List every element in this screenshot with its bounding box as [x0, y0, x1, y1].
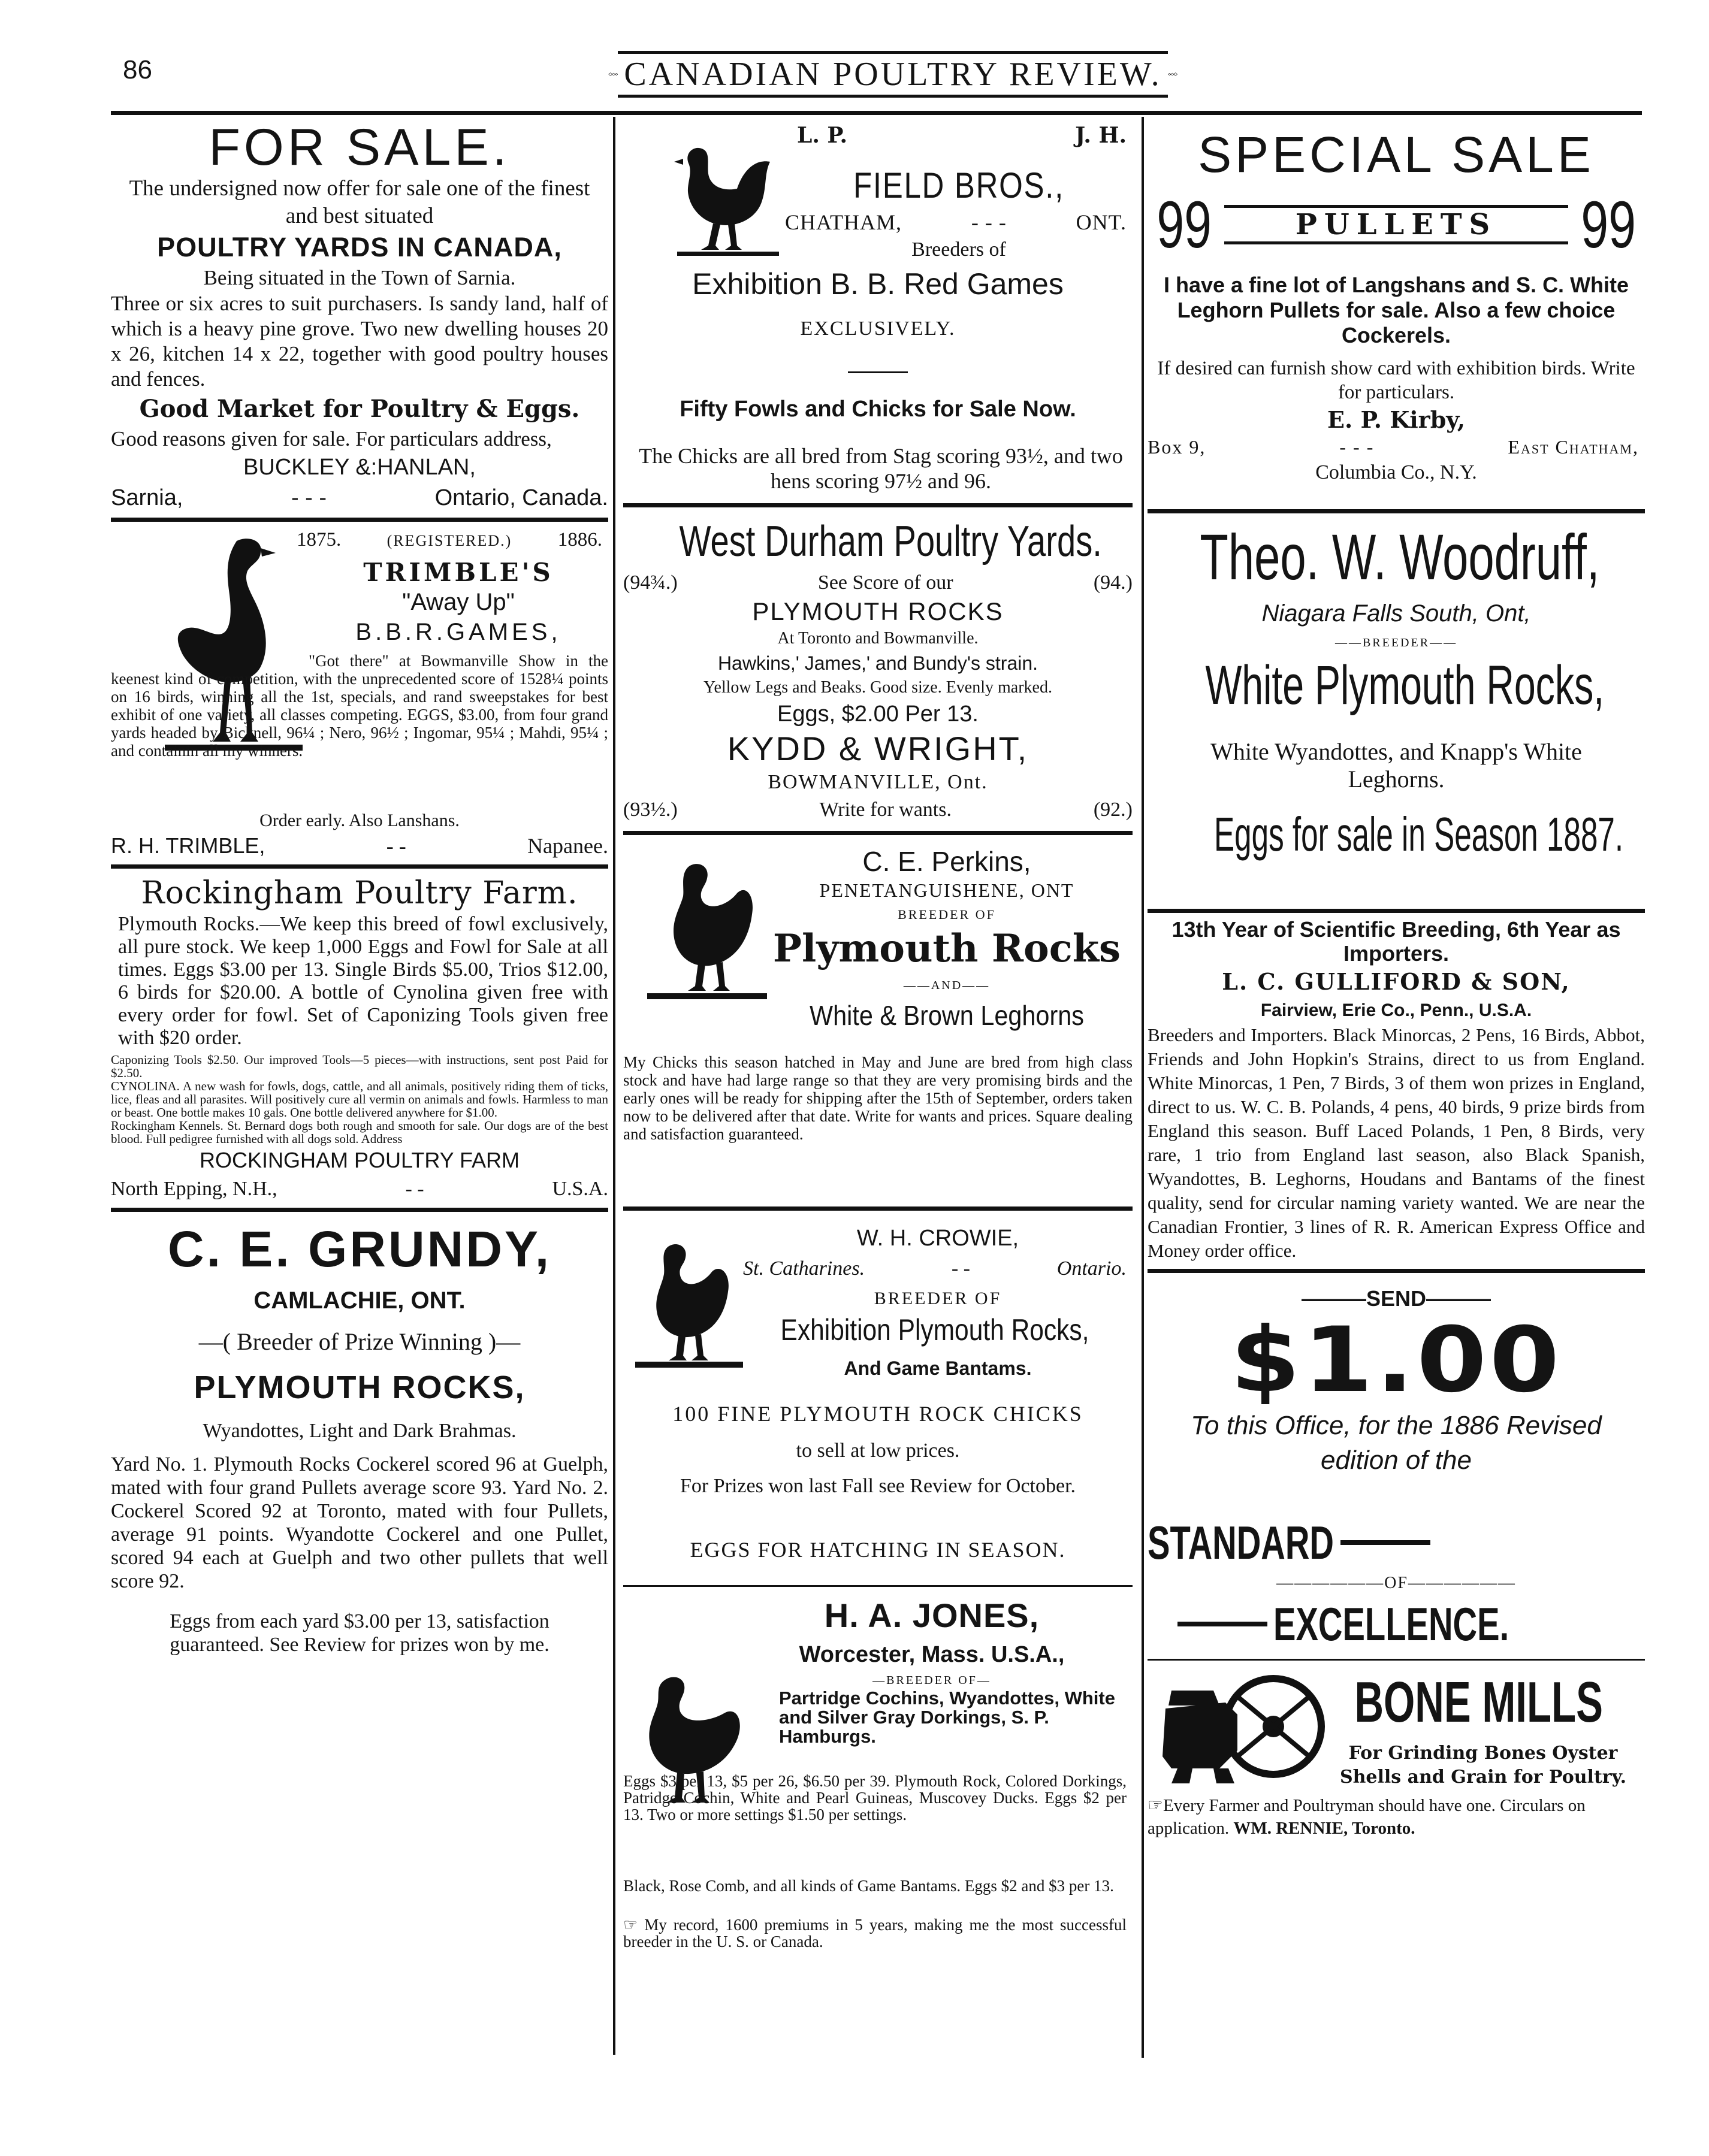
ad-divider [111, 864, 608, 869]
excellence-dash [1177, 1622, 1267, 1626]
ad-divider [1148, 509, 1645, 513]
year-left: 1875. [297, 529, 342, 551]
perkins-body: My Chicks this season hatched in May and June are bred from high class stock and have had large range so that they are very promising birds and the early ones will be ready for shipping after the 15th of September, orders taken now to be delivered after that date. Write for wants and prices. Square dealing and satisfaction guaranteed. [623, 1053, 1133, 1143]
west-durham-scores-bottom [623, 796, 1133, 824]
field-initials [797, 123, 1127, 148]
address-province: Ontario, Canada. [434, 485, 608, 510]
ad-bone-mills [1148, 1667, 1645, 1846]
crowie-dashes: - - [951, 1257, 971, 1280]
bracket-right: )— [482, 1328, 521, 1355]
ad-body: Three or six acres to suit purchasers. Is sandy land, half of which is a heavy pine grove. Two new dwelling houses 20 x 26, kitchen 14 x 22, together with good poultry houses and fences. [111, 292, 608, 391]
west-durham-firm: KYDD & WRIGHT, [727, 730, 1029, 767]
crowie-sub: And Game Bantams. [844, 1357, 1032, 1379]
ad-field-bros [623, 120, 1133, 503]
count-right: 99 [1580, 188, 1636, 262]
masthead [608, 47, 1177, 102]
west-durham-shows: At Toronto and Bowmanville. [777, 629, 979, 648]
count-left: 99 [1157, 188, 1212, 262]
perkins-name: C. E. Perkins, [862, 846, 1031, 877]
of-text: OF [1384, 1574, 1408, 1592]
west-durham-breed: PLYMOUTH ROCKS [752, 597, 1004, 625]
jones-body: Eggs $3 per 13, $5 per 26, $6.50 per 39. Plymouth Rock, Colored Dorkings, Patridge Cochin, White and Pearl Guineas, Muscovey Ducks. Eggs $2 per 13. Two or more settings $1.50 per settings. [623, 1772, 1127, 1824]
rockingham-country: U.S.A. [552, 1178, 608, 1200]
registered-label: (REGISTERED.) [387, 532, 512, 549]
ad-perkins [623, 842, 1133, 1202]
ad-trimble [111, 529, 608, 864]
ad-gulliford [1148, 918, 1645, 1263]
jones-breeder: —BREEDER OF— [872, 1674, 991, 1687]
pointing-hand-icon: ☞ [1148, 1796, 1163, 1815]
trimble-order: Order early. Also Lanshans. [259, 811, 460, 830]
woodruff-breeder-text: BREEDER [1362, 636, 1430, 649]
crowie-name: W. H. CROWIE, [856, 1226, 1019, 1251]
trimble-breed: B.B.R.GAMES, [355, 619, 561, 645]
ad-reasons: Good reasons given for sale. For particulars address, [111, 427, 552, 450]
standard-dash [1340, 1540, 1430, 1545]
jones-name: H. A. JONES, [824, 1596, 1040, 1634]
ad-for-sale [111, 120, 608, 513]
ad-woodruff [1148, 519, 1645, 909]
grundy-town: CAMLACHIE, ONT. [253, 1287, 466, 1314]
ad-intro: The undersigned now offer for sale one of the finest and best situated [129, 176, 590, 228]
rockingham-title: Rockingham Poultry Farm. [141, 875, 578, 911]
year-right: 1886. [557, 529, 602, 551]
ad-divider [623, 1206, 1133, 1211]
special-line-2: If desired can furnish show card with exhibition birds. Write for particulars. [1157, 358, 1635, 403]
ad-address [111, 483, 608, 513]
send-label: ———SEND——— [1301, 1286, 1491, 1311]
special-banner-row [1148, 189, 1645, 261]
of-line: ——————OF—————— [1276, 1574, 1516, 1592]
ad-special-sale [1148, 120, 1645, 503]
see-score: See Score of our [817, 571, 953, 594]
jones-breeder-text: BREEDER OF [886, 1674, 977, 1687]
perkins-breeder: BREEDER OF [898, 907, 996, 922]
gulliford-firm: L. C. GULLIFORD & SON, [1222, 968, 1571, 995]
score-right: (94.) [1093, 571, 1133, 594]
ad-jones [623, 1593, 1133, 1964]
ad-divider [623, 1585, 1133, 1587]
score-left: (93½.) [623, 799, 678, 821]
masthead-ornament-right-icon [1168, 59, 1177, 89]
column-divider-1 [613, 117, 615, 2055]
grundy-eggs: Eggs from each yard $3.00 per 13, satisfaction guaranteed. See Review for prizes won by me. [170, 1610, 549, 1656]
ad-firm: BUCKLEY &:HANLAN, [243, 455, 476, 480]
crowie-breeder: BREEDER OF [874, 1289, 1002, 1308]
trimble-town: Napanee. [527, 834, 608, 858]
page-number: 86 [123, 55, 152, 84]
woodruff-breeder: ——BREEDER—— [1334, 636, 1458, 649]
perkins-breed-2: White & Brown Leghorns [810, 1000, 1084, 1031]
rockingham-caponizing: Caponizing Tools $2.50. Our improved Tools—5 pieces—with instructions, sent post Paid for $2.50. [111, 1053, 608, 1080]
woodruff-town: Niagara Falls South, Ont, [1261, 600, 1531, 627]
ad-west-durham [623, 513, 1133, 824]
ad-divider [111, 518, 608, 522]
excellence-line [1148, 1595, 1645, 1653]
short-rule [848, 371, 908, 373]
west-durham-desc: Yellow Legs and Beaks. Good size. Evenly marked. [703, 678, 1052, 697]
special-box: Box 9, [1148, 436, 1206, 458]
west-durham-title: West Durham Poultry Yards. [679, 518, 1102, 566]
crowie-town [743, 1257, 1127, 1280]
pullets-banner [1224, 205, 1568, 244]
jones-record-text: My record, 1600 premiums in 5 years, making me the most successful breeder in the U. S. or Canada. [623, 1916, 1127, 1951]
west-durham-eggs: Eggs, $2.00 Per 13. [777, 701, 979, 727]
score-right: (92.) [1093, 799, 1133, 821]
initial-right: J. H. [1075, 123, 1127, 148]
woodruff-name: Theo. W. Woodruff, [1200, 521, 1600, 593]
west-durham-scores-top [623, 570, 1133, 596]
special-title: SPECIAL SALE [1198, 126, 1595, 183]
jones-breeds: Partridge Cochins, Wyandottes, White and Silver Gray Dorkings, S. P. Hamburgs. [779, 1688, 1115, 1747]
bone-mills-line-1: For Grinding Bones Oyster Shells and Grain for Poultry. [1339, 1743, 1627, 1788]
price-display: $1.00 [1230, 1308, 1562, 1413]
rockingham-place: North Epping, N.H., [111, 1178, 277, 1200]
woodruff-breed: White Plymouth Rocks, [1205, 655, 1605, 716]
bone-mill-machine-icon [1154, 1673, 1327, 1786]
field-town-name: CHATHAM, [785, 210, 902, 234]
rockingham-cynolina: CYNOLINA. A new wash for fowls, dogs, cattle, and all animals, positively riding them of ticks, lice, fleas and all parasites. Will positively cure all vermin on animals and fowls. Harmless to man or beast. One bottle makes 10 gals. One bottle delivered anywhere for $1.00. [111, 1079, 608, 1120]
grundy-breeder [111, 1322, 608, 1362]
ad-divider [1148, 1659, 1645, 1661]
ad-divider [623, 831, 1133, 835]
perkins-town: PENETANGUISHENE, ONT [819, 879, 1074, 901]
gamecock-illustration-icon [665, 141, 785, 261]
field-dashes: - - - [971, 210, 1007, 234]
perkins-and-text: AND [931, 979, 963, 992]
masthead-ornament-left-icon [608, 59, 618, 89]
rockingham-body: Plymouth Rocks.—We keep this breed of fowl exclusively, all pure stock. We keep 1,000 Eggs and Fowl for Sale at all times. Eggs $3.00 per 13. Single Birds $5.00, Trios $12.00, 6 birds for $20.00. A bottle of Cynolina given free with every order for fowl. Set of Caponizing Tools given free with $20 order. [118, 913, 608, 1049]
ad-grundy [111, 1219, 608, 1656]
send-text-body: To this Office, for the 1886 Revised edition of the [1191, 1411, 1602, 1475]
bone-mills-line-2-text: Every Farmer and Poultryman should have one. Circulars on application. [1148, 1796, 1586, 1838]
initial-left: L. P. [797, 123, 848, 148]
trimble-dashes: - - [386, 834, 406, 858]
special-town: East Chatham, [1508, 436, 1639, 458]
standard-line [1148, 1514, 1645, 1571]
grundy-name: C. E. GRUNDY, [167, 1221, 552, 1277]
field-exclusively: EXCLUSIVELY. [800, 317, 956, 340]
column-1 [111, 120, 608, 1656]
ad-headline: POULTRY YARDS IN CANADA, [157, 232, 562, 262]
woodruff-sub: White Wyandottes, and Knapp's White Leghorns. [1210, 738, 1582, 793]
standard-text: STANDARD [1148, 1516, 1334, 1569]
field-offer: Fifty Fowls and Chicks for Sale Now. [680, 397, 1076, 422]
jones-town: Worcester, Mass. U.S.A., [799, 1642, 1065, 1667]
column-2 [623, 120, 1133, 1964]
special-dashes: - - - [1339, 436, 1375, 458]
west-durham-town: BOWMANVILLE, Ont. [768, 771, 988, 793]
field-town [785, 210, 1127, 235]
jones-body-2: Black, Rose Comb, and all kinds of Game Bantams. Eggs $2 and $3 per 13. [623, 1877, 1114, 1895]
write-for-wants: Write for wants. [819, 799, 952, 821]
field-province: ONT. [1076, 210, 1127, 234]
trimble-body: "Got there" at Bowmanville Show in the keenest kind of competition, with the unprecedented score of 1528¼ points on 16 birds, winning all the 1st, specials, and rand sweepstakes for best exhibit of one variety, all classes competing. EGGS, $3.00, from four grand yards headed by Bicknell, 96¼ ; Nero, 96½ ; Ingomar, 95¼ ; Mahdi, 95¼ ; and containin all my winners. [111, 652, 608, 760]
ad-send-dollar [1148, 1285, 1645, 1653]
grundy-breed: PLYMOUTH ROCKS, [194, 1369, 526, 1405]
ad-title: FOR SALE. [209, 119, 511, 176]
pointing-hand-icon: ☞ [623, 1916, 645, 1934]
ad-divider [111, 1208, 608, 1212]
grundy-breeder-text: Breeder of Prize Winning [237, 1328, 482, 1355]
send-text: SEND [1366, 1286, 1427, 1311]
rockingham-kennels: Rockingham Kennels. St. Bernard dogs both rough and smooth for sale. Our dogs are of the best blood. Full pedigree furnished with all dogs sold. Address [111, 1118, 608, 1146]
rooster-illustration-icon [635, 1241, 743, 1369]
ad-crowie [623, 1217, 1133, 1585]
address-town: Sarnia, [111, 485, 183, 510]
trimble-address [111, 833, 608, 858]
pullets-label: PULLETS [1295, 208, 1497, 241]
score-left: (94¾.) [623, 571, 678, 594]
column-divider-2 [1142, 117, 1144, 2058]
gulliford-body: Breeders and Importers. Black Minorcas, 2 Pens, 16 Birds, Abbot, Friends and John Hopkin's Strains, direct to us from England. White Minorcas, 1 Pen, 7 Birds, 3 of them won prizes in England, direct to us. W. C. B. Polands, 4 pens, 40 birds, 9 prize birds from England this season. Buff Laced Polands, 1 Pen, 8 Birds, very rare, 1 trio from England last season, also Black Spanish, Wyandottes, B. Leghorns, Houdans and Bantams of the finest quality, send for circular naming variety wanted. We are near the Canadian Frontier, 3 lines of R. R. American Express Office and Money order office. [1148, 1024, 1645, 1261]
woodruff-eggs: Eggs for sale in Season 1887. [1214, 808, 1624, 861]
perkins-and: ——AND—— [903, 979, 991, 992]
header-rule [111, 111, 1642, 115]
jones-record [623, 1916, 1127, 1950]
ad-divider [623, 503, 1133, 507]
ad-subtitle: Being situated in the Town of Sarnia. [203, 266, 516, 289]
special-address [1148, 436, 1639, 458]
crowie-prizes: For Prizes won last Fall see Review for October. [680, 1475, 1076, 1497]
bone-mills-title: BONE MILLS [1354, 1670, 1603, 1734]
field-breeders: Breeders of [911, 238, 1006, 261]
rooster-illustration-icon [647, 860, 767, 1004]
bone-mills-maker: WM. RENNIE, Toronto. [1233, 1819, 1415, 1838]
excellence-text: EXCELLENCE. [1273, 1598, 1509, 1650]
ad-divider [1148, 909, 1645, 913]
bone-mills-line-2 [1148, 1794, 1645, 1840]
perkins-breed: Plymouth Rocks [772, 926, 1121, 971]
crowie-province: Ontario. [1056, 1257, 1127, 1280]
field-breed: Exhibition B. B. Red Games [692, 267, 1064, 301]
rockingham-farm: ROCKINGHAM POULTRY FARM [199, 1148, 520, 1172]
crowie-breed: Exhibition Plymouth Rocks, [780, 1313, 1089, 1347]
trimble-tagline: "Away Up" [402, 589, 515, 615]
column-3 [1148, 120, 1645, 1846]
grundy-sub: Wyandottes, Light and Dark Brahmas. [203, 1420, 517, 1442]
west-durham-strains: Hawkins,' James,' and Bundy's strain. [717, 652, 1038, 674]
ad-rockingham [111, 873, 608, 1203]
crowie-chicks: 100 FINE PLYMOUTH ROCK CHICKS [672, 1402, 1083, 1426]
special-line-1: I have a fine lot of Langshans and S. C. White Leghorn Pullets for sale. Also a few choice Cockerels. [1163, 273, 1629, 347]
ad-market: Good Market for Poultry & Eggs. [139, 395, 580, 423]
ad-divider [1148, 1269, 1645, 1273]
crowie-town-name: St. Catharines. [743, 1257, 865, 1280]
special-name: E. P. Kirby, [1327, 406, 1465, 433]
bracket-left: —( [198, 1328, 237, 1355]
gulliford-town: Fairview, Erie Co., Penn., U.S.A. [1260, 1000, 1532, 1020]
gulliford-year: 13th Year of Scientific Breeding, 6th Year as Importers. [1171, 917, 1621, 966]
field-body: The Chicks are all bred from Stag scoring 93½, and two hens scoring 97½ and 96. [639, 444, 1123, 493]
crowie-price: to sell at low prices. [796, 1440, 960, 1462]
special-county: Columbia Co., N.Y. [1315, 461, 1477, 483]
masthead-title: CANADIAN POULTRY REVIEW. [618, 51, 1167, 98]
trimble-title: TRIMBLE'S [363, 558, 554, 587]
grundy-body: Yard No. 1. Plymouth Rocks Cockerel scored 96 at Guelph, mated with four grand Pullets average score 93. Yard No. 2. Cockerel Scored 92 at Toronto, mated with four Pullets, average 91 points. Wyandotte Cockerel and one Pullet, scored 94 each at Guelph and two other pullets that well score 92. [111, 1453, 608, 1592]
crowie-eggs: EGGS FOR HATCHING IN SEASON. [690, 1538, 1066, 1562]
address-dashes: - - - [291, 485, 327, 510]
trimble-years [297, 529, 602, 551]
field-name: FIELD BROS., [853, 165, 1064, 205]
rockingham-address [111, 1175, 608, 1203]
trimble-name: R. H. TRIMBLE, [111, 833, 265, 858]
rockingham-dashes: - - [405, 1178, 424, 1200]
